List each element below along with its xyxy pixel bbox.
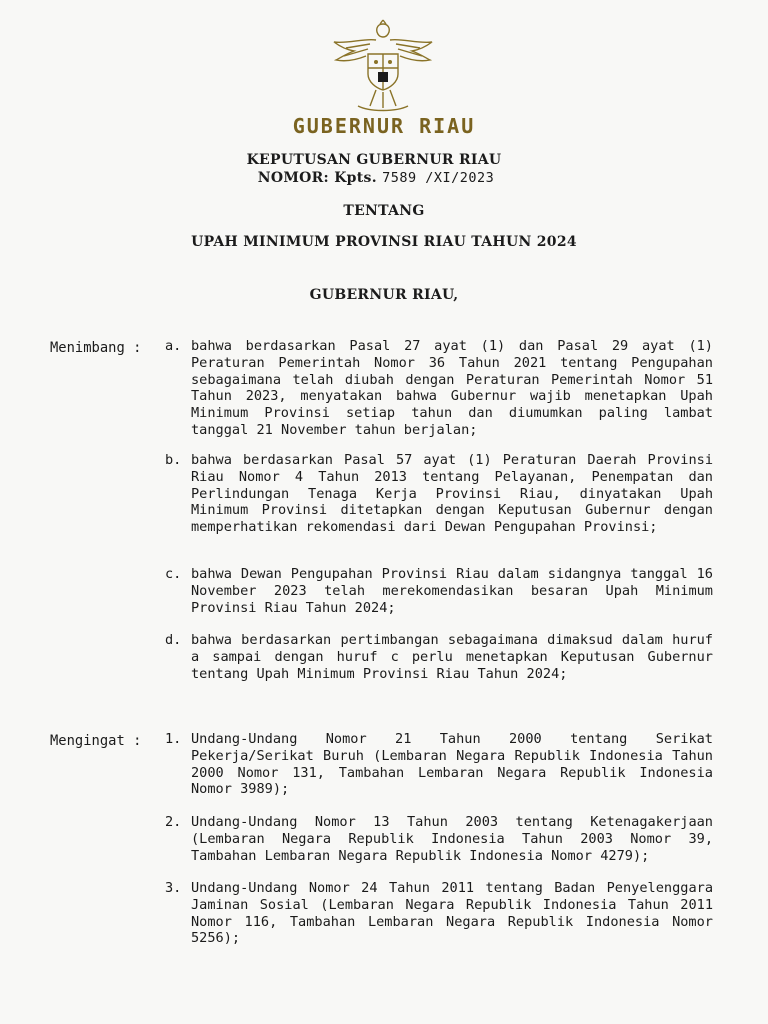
tentang-heading: TENTANG <box>343 203 425 219</box>
decree-title: KEPUTUSAN GUBERNUR RIAU <box>246 152 502 168</box>
nomor-value: 7589 /XI/2023 <box>382 170 495 186</box>
item-text: Undang-Undang Nomor 24 Tahun 2011 tentang Badan Penyelenggara Jaminan Sosial (Lembaran Negara Republik Indonesia Tahun 2011 Nomor 116, Tambahan Lembaran Negara Republik Indonesia Nomor 5256); <box>191 880 713 947</box>
item-text: bahwa Dewan Pengupahan Provinsi Riau dalam sidangnya tanggal 16 November 2023 telah merekomendasikan besaran Upah Minimum Provinsi Riau Tahun 2024; <box>191 566 713 616</box>
item-marker: d. <box>165 632 182 648</box>
mengingat-item <box>165 731 713 798</box>
governor-heading: GUBERNUR RIAU, <box>309 287 459 303</box>
menimbang-item <box>165 632 713 682</box>
item-marker: b. <box>165 452 182 468</box>
decree-subject: UPAH MINIMUM PROVINSI RIAU TAHUN 2024 <box>191 234 577 250</box>
item-marker: 3. <box>165 880 182 896</box>
mengingat-item <box>165 814 713 864</box>
mengingat-item <box>165 880 713 947</box>
item-text: Undang-Undang Nomor 21 Tahun 2000 tentang Serikat Pekerja/Serikat Buruh (Lembaran Negara Republik Indonesia Tahun 2000 Nomor 131, Tambahan Lembaran Negara Republik Indonesia Nomor 3989); <box>191 731 713 798</box>
item-text: bahwa berdasarkan pertimbangan sebagaimana dimaksud dalam huruf a sampai dengan huruf c perlu menetapkan Keputusan Gubernur tentang Upah Minimum Provinsi Riau Tahun 2024; <box>191 632 713 682</box>
item-text: Undang-Undang Nomor 13 Tahun 2003 tentang Ketenagakerjaan (Lembaran Negara Republik Indonesia Tahun 2003 Nomor 39, Tambahan Lembaran Negara Republik Indonesia Nomor 4279); <box>191 814 713 864</box>
nomor-label: NOMOR: Kpts. <box>257 170 377 186</box>
item-text: bahwa berdasarkan Pasal 27 ayat (1) dan Pasal 29 ayat (1) Peraturan Pemerintah Nomor 36 Tahun 2021 tentang Pengupahan sebagaimana telah diubah dengan Peraturan Pemerintah Nomor 51 Tahun 2023, menyatakan bahwa Gubernur wajib menetapkan Upah Minimum Provinsi setiap tahun dan diumumkan paling lambat tanggal 21 November tahun berjalan; <box>191 338 713 438</box>
mengingat-label: Mengingat : <box>50 733 142 749</box>
decree-number <box>0 170 760 186</box>
item-marker: c. <box>165 566 182 582</box>
menimbang-item <box>165 338 713 439</box>
menimbang-item <box>165 566 713 616</box>
item-marker: 2. <box>165 814 182 830</box>
government-title: GUBERNUR RIAU <box>292 114 476 138</box>
garuda-emblem-icon <box>324 16 442 116</box>
item-marker: 1. <box>165 731 182 747</box>
menimbang-label: Menimbang : <box>50 340 142 356</box>
item-text: bahwa berdasarkan Pasal 57 ayat (1) Peraturan Daerah Provinsi Riau Nomor 4 Tahun 2013 tentang Pelayanan, Penempatan dan Perlindungan Tenaga Kerja Provinsi Riau, dinyatakan Upah Minimum Provinsi ditetapkan dengan Keputusan Gubernur dengan memperhatikan rekomendasi dari Dewan Pengupahan Provinsi; <box>191 452 713 536</box>
menimbang-item <box>165 452 713 536</box>
item-marker: a. <box>165 338 182 354</box>
